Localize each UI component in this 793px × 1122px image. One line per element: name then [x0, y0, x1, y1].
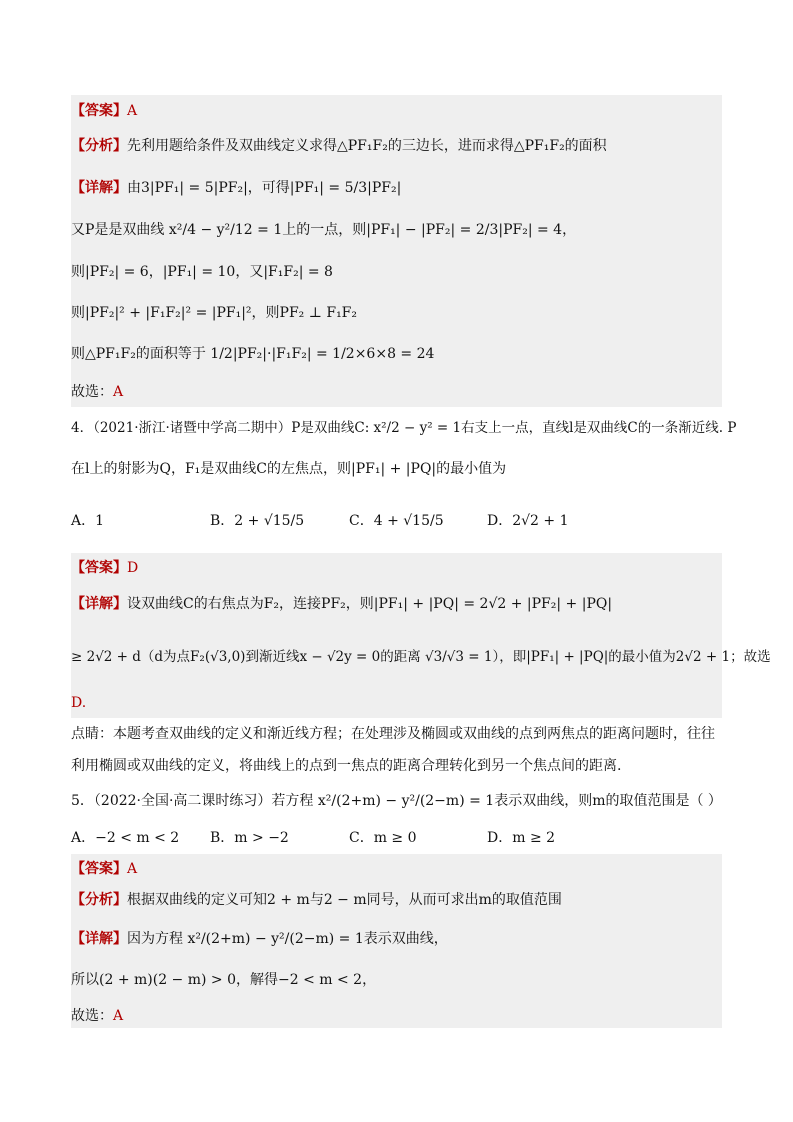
q5-detail-line-2: 所以(2 + m)(2 − m) > 0，解得−2 < m < 2，: [71, 972, 377, 988]
q4-detail-line-2: ≥ 2√2 + d（d为点F₂(√3,0)到渐近线x − √2y = 0的距离 √3/√3 = 1），即|PF₁| + |PQ|的最小值为2√2 + 1；故选: [71, 649, 771, 665]
q4-detail-line-1: [71, 594, 612, 614]
detail-tag: 【详解】: [71, 931, 127, 947]
analysis-text: 根据双曲线的定义可知2 + m与2 − m同号，从而可求出m的取值范围: [127, 892, 562, 908]
q3-detail-line-2: 又P是是双曲线 x²/4 − y²/12 = 1上的一点，则|PF₁| − |PF₂| = 2/3|PF₂| = 4，: [71, 222, 577, 238]
q4-option-c: C．4 + √15/5: [349, 513, 444, 529]
q3-answer-line: [71, 101, 137, 121]
q5-answer-line: [71, 859, 137, 879]
detail-text: 由3|PF₁| = 5|PF₂|，可得|PF₁| = 5/3|PF₂|: [127, 180, 402, 196]
q4-detail-line-3: D.: [71, 695, 87, 711]
q3-detail-line-1: [71, 178, 401, 198]
analysis-tag: 【分析】: [71, 892, 127, 908]
detail-tag: 【详解】: [71, 596, 127, 612]
q4-note-line-2: 利用椭圆或双曲线的定义，将曲线上的点到一焦点的距离合理转化到另一个焦点间的距离.: [71, 758, 622, 774]
q3-detail-line-3: 则|PF₂| = 6，|PF₁| = 10，又|F₁F₂| = 8: [71, 264, 333, 280]
q3-detail-line-4: 则|PF₂|² + |F₁F₂|² = |PF₁|²，则PF₂ ⊥ F₁F₂: [71, 305, 358, 321]
q3-analysis-line: [71, 136, 607, 156]
choose-label: 故选：: [71, 1008, 113, 1024]
detail-text: 因为方程 x²/(2+m) − y²/(2−m) = 1表示双曲线，: [127, 931, 448, 947]
q4-answer-line: [71, 558, 138, 578]
answer-value: A: [127, 103, 138, 119]
q5-option-a: A．−2 < m < 2: [71, 830, 180, 846]
analysis-text: 先利用题给条件及双曲线定义求得△PF₁F₂的三边长，进而求得△PF₁F₂的面积: [127, 138, 607, 154]
q4-option-b: B．2 + √15/5: [210, 513, 305, 529]
q5-option-b: B．m > −2: [210, 830, 289, 846]
q4-option-a: A．1: [71, 513, 105, 529]
choose-answer: A: [113, 1008, 124, 1024]
answer-tag: 【答案】: [71, 861, 127, 877]
detail-text: 设双曲线C的右焦点为F₂，连接PF₂，则|PF₁| + |PQ| = 2√2 + |PF₂| + |PQ|: [127, 596, 613, 612]
choose-answer: A: [113, 384, 124, 400]
answer-tag: 【答案】: [71, 560, 127, 576]
detail-tag: 【详解】: [71, 180, 127, 196]
q5-option-d: D．m ≥ 2: [487, 830, 556, 846]
q4-solution-block: [71, 553, 722, 718]
q5-stem: 5．（2022·全国·高二课时练习）若方程 x²/(2+m) − y²/(2−m) = 1表示双曲线，则m的取值范围是（ ）: [71, 793, 722, 809]
q3-choose-line: [71, 382, 123, 402]
answer-value: A: [127, 861, 138, 877]
q4-option-d: D．2√2 + 1: [487, 513, 569, 529]
choose-label: 故选：: [71, 384, 113, 400]
q4-stem-line-1: 4．（2021·浙江·诸暨中学高二期中）P是双曲线C: x²/2 − y² = 1右支上一点，直线l是双曲线C的一条渐近线. P: [71, 420, 737, 436]
q4-stem-line-2: 在l上的射影为Q，F₁是双曲线C的左焦点，则|PF₁| + |PQ|的最小值为: [71, 461, 507, 477]
q5-option-c: C．m ≥ 0: [349, 830, 417, 846]
answer-value: D: [127, 560, 139, 576]
q5-choose-line: [71, 1006, 123, 1026]
q5-detail-line-1: [71, 929, 448, 949]
answer-tag: 【答案】: [71, 103, 127, 119]
q3-detail-line-5: 则△PF₁F₂的面积等于 1/2|PF₂|·|F₁F₂| = 1/2×6×8 = 24: [71, 346, 435, 362]
q4-note-line-1: 点睛：本题考查双曲线的定义和渐近线方程；在处理涉及椭圆或双曲线的点到两焦点的距离问题时，往往: [71, 726, 715, 742]
analysis-tag: 【分析】: [71, 138, 127, 154]
q5-analysis-line: [71, 890, 562, 910]
